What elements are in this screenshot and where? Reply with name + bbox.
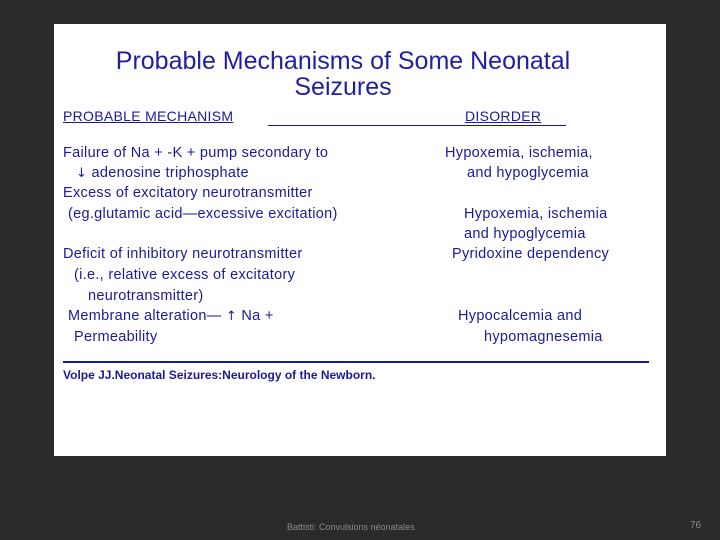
header-disorder: DISORDER xyxy=(465,108,542,124)
disorder-2-line-1: Hypoxemia, ischemia xyxy=(464,206,608,222)
down-arrow-icon: ↓ xyxy=(76,166,88,181)
mechanism-2-line-1: Excess of excitatory neurotransmitter xyxy=(63,185,313,201)
mechanism-4-line-1 xyxy=(68,308,274,324)
mechanism-1-line-2-text: adenosine triphosphate xyxy=(91,165,249,181)
disorder-1-line-2: and hypoglycemia xyxy=(467,165,589,181)
slide-title-line-2: Seizures xyxy=(294,73,392,101)
up-arrow-icon: ↑ xyxy=(225,309,238,324)
disorder-4-line-2: hypomagnesemia xyxy=(484,329,603,345)
mechanism-3-line-1: Deficit of inhibitory neurotransmitter xyxy=(63,246,303,262)
bottom-rule xyxy=(63,361,649,363)
slide xyxy=(54,24,666,456)
disorder-4-line-1: Hypocalcemia and xyxy=(458,308,583,324)
disorder-1-line-1: Hypoxemia, ischemia, xyxy=(445,145,593,161)
mechanism-1-line-1: Failure of Na + -K + pump secondary to xyxy=(63,145,329,161)
citation: Volpe JJ.Neonatal Seizures:Neurology of the Newborn. xyxy=(63,368,376,382)
mechanism-2-line-2: (eg.glutamic acid—excessive excitation) xyxy=(68,206,338,222)
mechanism-4-line-2: Permeability xyxy=(74,329,158,345)
header-probable-mechanism: PROBABLE MECHANISM xyxy=(63,108,234,124)
mechanism-4-line-1-suffix: Na + xyxy=(241,308,274,324)
disorder-3-line-1: Pyridoxine dependency xyxy=(452,246,610,262)
mechanism-3-line-2: (i.e., relative excess of excitatory xyxy=(74,267,296,283)
mechanism-3-line-3: neurotransmitter) xyxy=(88,288,204,304)
mechanism-1-line-2 xyxy=(76,165,249,181)
disorder-2-line-2: and hypoglycemia xyxy=(464,226,586,242)
footer-text: Battisti: Convulsions néonatales xyxy=(287,522,415,532)
slide-title-line-1: Probable Mechanisms of Some Neonatal xyxy=(115,47,571,75)
header-rule xyxy=(268,125,566,126)
slide-title xyxy=(54,48,632,100)
mechanism-4-line-1-text: Membrane alteration— xyxy=(68,308,222,324)
page-number: 76 xyxy=(690,520,702,531)
